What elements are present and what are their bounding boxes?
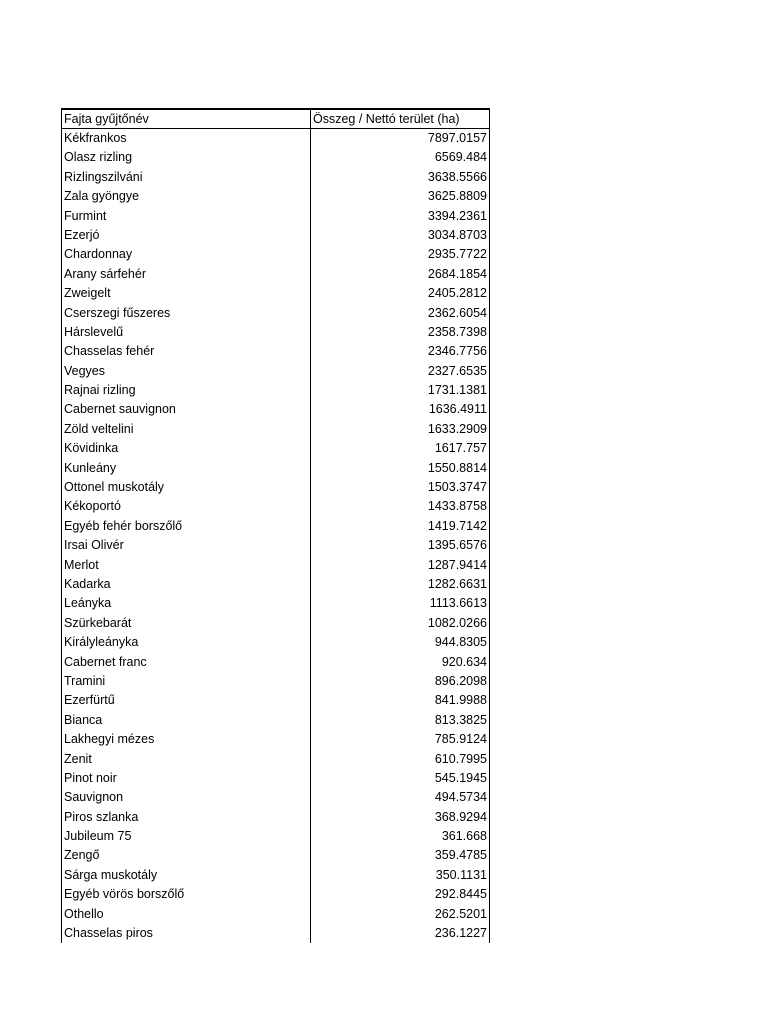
variety-name-cell: Zweigelt: [62, 284, 311, 303]
net-area-cell: 3394.2361: [427, 208, 487, 223]
net-area-cell: 2935.7722: [427, 247, 487, 262]
variety-name-cell: Zenit: [62, 750, 311, 769]
variety-name-cell: Zengő: [62, 846, 311, 865]
variety-name-cell: Cabernet franc: [62, 653, 311, 672]
net-area-cell: 610.7995: [434, 751, 487, 766]
table-row: [62, 885, 489, 904]
table-row: [62, 575, 489, 594]
net-area-cell: 3638.5566: [427, 169, 487, 184]
variety-name-cell: Hárslevelű: [62, 323, 311, 342]
variety-name-cell: Bianca: [62, 711, 311, 730]
table-row: [62, 691, 489, 710]
table-row: [62, 614, 489, 633]
table-row: [62, 342, 489, 361]
variety-name-cell: Othello: [62, 905, 311, 924]
variety-name-cell: Zala gyöngye: [62, 187, 311, 206]
table-row: [62, 439, 489, 458]
net-area-cell: 262.5201: [434, 906, 487, 921]
table-row: [62, 594, 489, 613]
variety-name-cell: Cserszegi fűszeres: [62, 304, 311, 323]
net-area-cell: 1113.6613: [429, 596, 487, 611]
variety-name-cell: Ottonel muskotály: [62, 478, 311, 497]
variety-name-cell: Leányka: [62, 594, 311, 613]
net-area-cell: 2405.2812: [427, 286, 487, 301]
table-row: [62, 226, 489, 245]
table-row: [62, 478, 489, 497]
net-area-cell: 545.1945: [434, 770, 487, 785]
net-area-cell: 359.4785: [434, 848, 487, 863]
table-row: [62, 497, 489, 516]
table-body: [62, 129, 489, 943]
table-row: [62, 866, 489, 885]
table-row: [62, 808, 489, 827]
net-area-cell: 2358.7398: [427, 324, 487, 339]
net-area-cell: 3625.8809: [427, 189, 487, 204]
table-row: [62, 788, 489, 807]
variety-name-cell: Chasselas fehér: [62, 342, 311, 361]
table-row: [62, 672, 489, 691]
variety-name-cell: Kövidinka: [62, 439, 311, 458]
net-area-cell: 944.8305: [434, 635, 487, 650]
net-area-cell: 494.5734: [434, 790, 487, 805]
variety-name-cell: Szürkebarát: [62, 614, 311, 633]
net-area-cell: 1287.9414: [427, 557, 487, 572]
table-row: [62, 187, 489, 206]
net-area-cell: 896.2098: [434, 673, 487, 688]
variety-name-cell: Sauvignon: [62, 788, 311, 807]
table-row: [62, 362, 489, 381]
table-row: [62, 730, 489, 749]
table-row: [62, 769, 489, 788]
variety-name-cell: Ezerjó: [62, 226, 311, 245]
table-row: [62, 284, 489, 303]
variety-name-cell: Egyéb fehér borszőlő: [62, 517, 311, 536]
table-row: [62, 400, 489, 419]
table-row: [62, 633, 489, 652]
table-row: [62, 517, 489, 536]
table-row: [62, 420, 489, 439]
table-row: [62, 168, 489, 187]
net-area-cell: 2362.6054: [427, 305, 487, 320]
variety-name-cell: Cabernet sauvignon: [62, 400, 311, 419]
variety-name-cell: Vegyes: [62, 362, 311, 381]
net-area-cell: 292.8445: [434, 887, 487, 902]
net-area-cell: 1395.6576: [427, 538, 487, 553]
pivot-table: [61, 108, 490, 943]
table-row: [62, 653, 489, 672]
net-area-cell: 1617.757: [434, 441, 487, 456]
variety-name-cell: Irsai Olivér: [62, 536, 311, 555]
variety-name-cell: Kunleány: [62, 459, 311, 478]
net-area-cell: 813.3825: [434, 712, 487, 727]
table-row: [62, 556, 489, 575]
net-area-cell: 7897.0157: [427, 131, 487, 145]
net-area-cell: 1419.7142: [427, 518, 487, 533]
net-area-cell: 920.634: [441, 654, 487, 669]
variety-name-cell: Rizlingszilváni: [62, 168, 311, 187]
variety-name-cell: Tramini: [62, 672, 311, 691]
table-row: [62, 323, 489, 342]
table-row: [62, 148, 489, 167]
net-area-cell: 841.9988: [434, 693, 487, 708]
net-area-cell: 350.1131: [435, 867, 487, 882]
table-row: [62, 750, 489, 769]
net-area-cell: 1433.8758: [427, 499, 487, 514]
column-header-variety: Fajta gyűjtőnév: [62, 110, 311, 128]
net-area-cell: 361.668: [441, 829, 487, 844]
net-area-cell: 785.9124: [434, 732, 487, 747]
table-row: [62, 381, 489, 400]
net-area-cell: 1731.1381: [427, 383, 487, 398]
table-row: [62, 245, 489, 264]
net-area-cell: 1282.6631: [427, 576, 487, 591]
net-area-cell: 6569.484: [434, 150, 487, 165]
variety-name-cell: Olasz rizling: [62, 148, 311, 167]
table-row: [62, 924, 489, 943]
net-area-cell: 2346.7756: [427, 344, 487, 359]
variety-name-cell: Arany sárfehér: [62, 265, 311, 284]
variety-name-cell: Lakhegyi mézes: [62, 730, 311, 749]
variety-name-cell: Zöld veltelini: [62, 420, 311, 439]
variety-name-cell: Merlot: [62, 556, 311, 575]
table-row: [62, 265, 489, 284]
variety-name-cell: Sárga muskotály: [62, 866, 311, 885]
table-row: [62, 207, 489, 226]
net-area-cell: 2684.1854: [427, 266, 487, 281]
net-area-cell: 1633.2909: [427, 421, 487, 436]
variety-name-cell: Kékoportó: [62, 497, 311, 516]
table-header-row: [62, 110, 489, 129]
net-area-cell: 236.1227: [434, 926, 487, 941]
variety-name-cell: Chasselas piros: [62, 924, 311, 943]
table-row: [62, 905, 489, 924]
variety-name-cell: Királyleányka: [62, 633, 311, 652]
column-header-net-area: Összeg / Nettó terület (ha): [313, 112, 460, 126]
net-area-cell: 1636.4911: [428, 402, 487, 417]
variety-name-cell: Egyéb vörös borszőlő: [62, 885, 311, 904]
variety-name-cell: Kadarka: [62, 575, 311, 594]
net-area-cell: 368.9294: [434, 809, 487, 824]
net-area-cell: 1503.3747: [427, 480, 487, 495]
variety-name-cell: Chardonnay: [62, 245, 311, 264]
net-area-cell: 1082.0266: [427, 615, 487, 630]
table-row: [62, 536, 489, 555]
table-row: [62, 711, 489, 730]
variety-name-cell: Ezerfürtű: [62, 691, 311, 710]
table-row: [62, 459, 489, 478]
variety-name-cell: Kékfrankos: [62, 129, 311, 148]
table-row: [62, 304, 489, 323]
table-row: [62, 129, 489, 148]
variety-name-cell: Pinot noir: [62, 769, 311, 788]
variety-name-cell: Furmint: [62, 207, 311, 226]
net-area-cell: 2327.6535: [427, 363, 487, 378]
variety-name-cell: Rajnai rizling: [62, 381, 311, 400]
variety-name-cell: Piros szlanka: [62, 808, 311, 827]
table-row: [62, 846, 489, 865]
table-row: [62, 827, 489, 846]
net-area-cell: 1550.8814: [427, 460, 487, 475]
net-area-cell: 3034.8703: [427, 227, 487, 242]
variety-name-cell: Jubileum 75: [62, 827, 311, 846]
